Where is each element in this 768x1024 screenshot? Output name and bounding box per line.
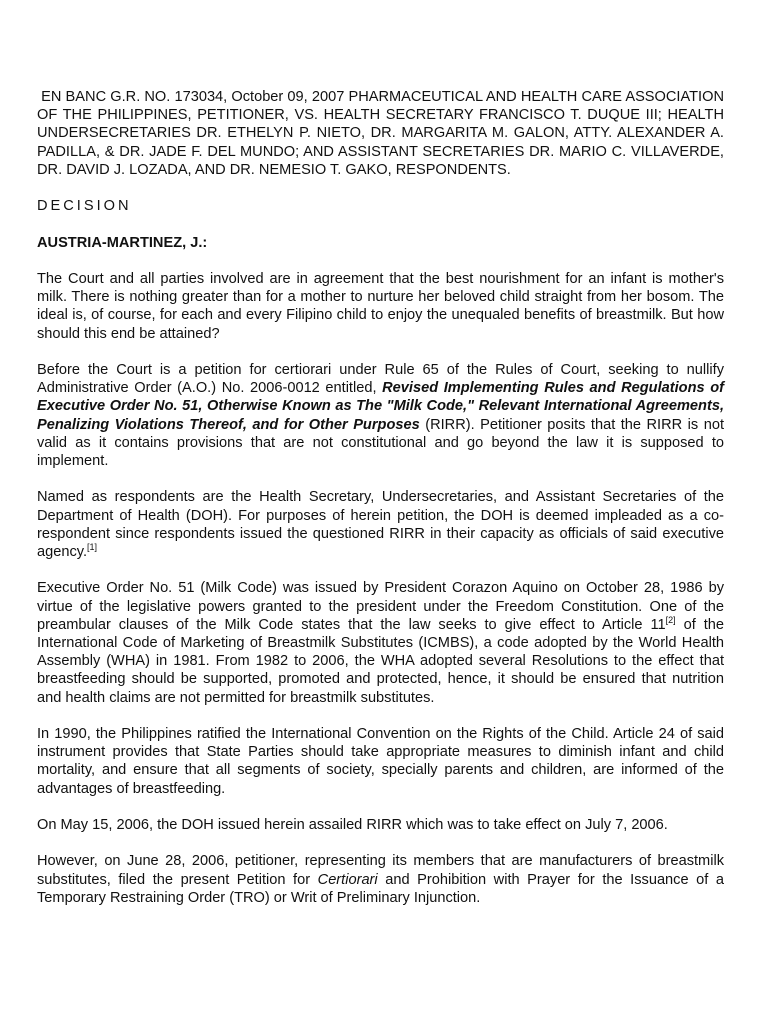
certiorari-term: Certiorari xyxy=(317,871,378,888)
paragraph-4-text-b: of the International Code of Marketing of Breastmilk Substitutes (ICMBS), a code adopted by the World Health Assembly (WHA) in 1981. From 1982 to 2006, the WHA adopted several Resolutions to the effect that breastfeeding should be supported, promoted and protected, hence, it should be ensured that nutrition and health claims are not permitted for breastmilk substitutes. xyxy=(37,616,724,706)
author-line: AUSTRIA-MARTINEZ, J.: xyxy=(37,234,208,251)
paragraph-3 xyxy=(37,488,724,561)
rirr-title: Revised Implementing Rules and Regulations of Executive Order No. 51, Otherwise Known as The "Milk Code," Relevant International Agreements, Penalizing Violations Thereof, and for Other Purposes xyxy=(37,380,724,433)
paragraph-2 xyxy=(37,361,724,470)
paragraph-1: The Court and all parties involved are in agreement that the best nourishment for an infant is mother's milk. There is nothing greater than for a mother to nurture her beloved child straight from her bosom. The ideal is, of course, for each and every Filipino child to enjoy the unequaled benefits of breastmilk. But how should this end be attained? xyxy=(37,270,724,342)
footnote-1[interactable]: [1] xyxy=(87,542,98,552)
case-header: EN BANC G.R. NO. 173034, October 09, 2007 PHARMACEUTICAL AND HEALTH CARE ASSOCIATION OF THE PHILIPPINES, PETITIONER, VS. HEALTH SECRETARY FRANCISCO T. DUQUE III; HEALTH UNDERSECRETARIES DR. ETHELYN P. NIETO, DR. MARGARITA M. GALON, ATTY. ALEXANDER A. PADILLA, & DR. JADE F. DEL MUNDO; AND ASSISTANT SECRETARIES DR. MARIO C. VILLAVERDE, DR. DAVID J. LOZADA, AND DR. NEMESIO T. GAKO, RESPONDENTS. xyxy=(37,89,724,178)
footnote-2[interactable]: [2] xyxy=(665,614,676,625)
paragraph-7-text-a: However, on June 28, 2006, petitioner, representing its members that are manufacturers of breastmilk substitutes, filed the present Petition for xyxy=(37,853,724,888)
paragraph-2-text-b: (RIRR). Petitioner posits that the RIRR is not valid as it contains provisions that are not constitutional and go beyond the law it is supposed to implement. xyxy=(37,416,724,469)
paragraph-3-text: Named as respondents are the Health Secretary, Undersecretaries, and Assistant Secretaries of the Department of Health (DOH). For purposes of herein petition, the DOH is deemed impleaded as a co-respondent since respondents issued the questioned RIRR in their capacity as officials of said executive agency. xyxy=(37,489,724,560)
paragraph-7-text-b: and Prohibition with Prayer for the Issuance of a Temporary Restraining Order (TRO) or Writ of Preliminary Injunction. xyxy=(37,871,725,906)
paragraph-2-text-a: Before the Court is a petition for certiorari under Rule 65 of the Rules of Court, seeking to nullify Administrative Order (A.O.) No. 2006-0012 entitled, xyxy=(37,361,724,397)
paragraph-5: In 1990, the Philippines ratified the International Convention on the Rights of the Child. Article 24 of said instrument provides that State Parties should take appropriate measures to diminish infant and child mortality, and ensure that all segments of society, specially parents and children, are informed of the advantages of breastfeeding. xyxy=(37,726,724,797)
paragraph-4-text-a: Executive Order No. 51 (Milk Code) was issued by President Corazon Aquino on October 28, 1986 by virtue of the legislative powers granted to the president under the Freedom Constitution. One of the preambular clauses of the Milk Code states that the law seeks to give effect to Article 11 xyxy=(37,580,724,633)
decision-heading: DECISION xyxy=(37,198,132,215)
paragraph-6: On May 15, 2006, the DOH issued herein assailed RIRR which was to take effect on July 7, 2006. xyxy=(37,817,668,833)
paragraph-7 xyxy=(37,852,724,907)
document-page xyxy=(37,88,724,925)
paragraph-4 xyxy=(37,579,724,706)
